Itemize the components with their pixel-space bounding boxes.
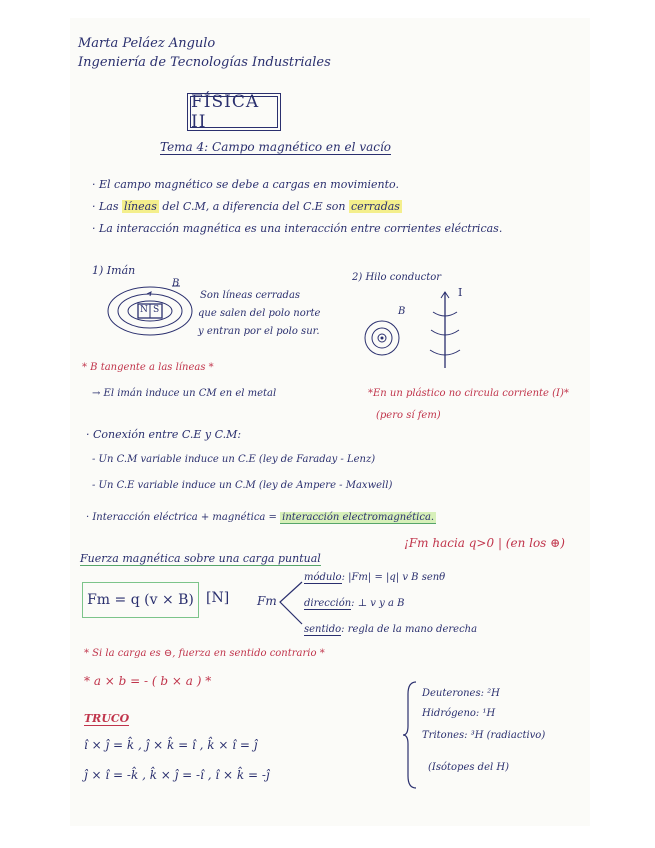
magnet-s-label: S <box>153 305 160 315</box>
truco-heading: TRUCO <box>84 712 130 725</box>
magnet-field-drawing <box>100 282 200 340</box>
degree-name: Ingeniería de Tecnologías Industriales <box>78 55 331 70</box>
modulo-row: módulo: |Fm| = |q| v B senθ <box>304 572 446 583</box>
wire-conductor-drawing <box>425 290 465 370</box>
bullet-3: · La interacción magnética es una interacción entre corrientes eléctricas. <box>92 222 503 235</box>
highlight-interaccion-em: interacción electromagnética. <box>282 512 435 523</box>
note-tangent: * B tangente a las líneas * <box>82 362 214 373</box>
isotope-tritones: Tritones: ³H (radiactivo) <box>422 730 546 741</box>
page-title: FÍSICA II <box>190 96 278 128</box>
fm-label: Fm <box>257 594 277 608</box>
hilo-i-label: I <box>458 286 463 299</box>
isotope-deuterones: Deuterones: ²H <box>422 688 500 699</box>
hilo-b-label: B <box>398 306 406 317</box>
topic-title: Tema 4: Campo magnético en el vacío <box>160 140 392 154</box>
hilo-heading: 2) Hilo conductor <box>352 272 442 283</box>
iman-desc-3: y entran por el polo sur. <box>198 326 320 337</box>
conexion-line-1: - Un C.M variable induce un C.E (ley de Faraday - Lenz) <box>92 454 376 465</box>
truco-row-2: ĵ × î = -k̂ , k̂ × ĵ = -î , î × k̂ = -ĵ <box>84 768 270 782</box>
rule-negative-charge: * Si la carga es ⊖, fuerza en sentido contrario * <box>84 648 325 659</box>
fuerza-heading: Fuerza magnética sobre una carga puntual <box>80 552 321 565</box>
fuerza-side-note: ¡Fm hacia q>0 | (en los ⊕) <box>404 536 565 550</box>
iman-desc-2: que salen del polo norte <box>198 308 321 319</box>
highlight-lineas: líneas <box>124 200 157 213</box>
direccion-row: dirección: ⊥ v y a B <box>304 598 405 609</box>
conexion-line-2: - Un C.E variable induce un C.M (ley de Ampere - Maxwell) <box>92 480 393 491</box>
isotope-hidrogeno: Hidrógeno: ¹H <box>422 708 496 719</box>
truco-row-1: î × ĵ = k̂ , ĵ × k̂ = î , k̂ × î = ĵ <box>84 738 258 752</box>
formula-unit: [N] <box>206 590 230 606</box>
bullet-2: · Las líneas del C.M, a diferencia del C.E son cerradas <box>92 200 400 213</box>
highlight-cerradas: cerradas <box>350 200 400 213</box>
iman-heading: 1) Imán <box>92 264 136 277</box>
note-plastic-1: *En un plástico no circula corriente (I)* <box>368 388 569 399</box>
conexion-heading: · Conexión entre C.E y C.M: <box>86 428 242 441</box>
iman-b-label: B <box>172 278 180 289</box>
conexion-line-3: · Interacción eléctrica + magnética = interacción electromagnética. <box>86 512 435 523</box>
magnet-n-label: N <box>140 305 148 315</box>
isotopes-note: (Isótopes del H) <box>428 762 509 773</box>
lorentz-force-formula: Fm = q (v × B) <box>82 582 199 618</box>
rule-anticommutative: * a × b = - ( b × a ) * <box>84 674 212 688</box>
iman-desc-1: Son líneas cerradas <box>200 290 301 301</box>
wire-circular-field-drawing <box>362 316 402 360</box>
note-iman-induce: → El imán induce un CM en el metal <box>92 388 277 399</box>
bullet-1: · El campo magnético se debe a cargas en movimiento. <box>92 178 399 191</box>
isotopes-brace <box>402 680 418 790</box>
brace-arrow-drawing <box>276 578 304 628</box>
author-name: Marta Peláez Angulo <box>78 36 216 51</box>
note-plastic-2: (pero sí fem) <box>376 410 441 421</box>
sentido-row: sentido: regla de la mano derecha <box>304 624 478 635</box>
